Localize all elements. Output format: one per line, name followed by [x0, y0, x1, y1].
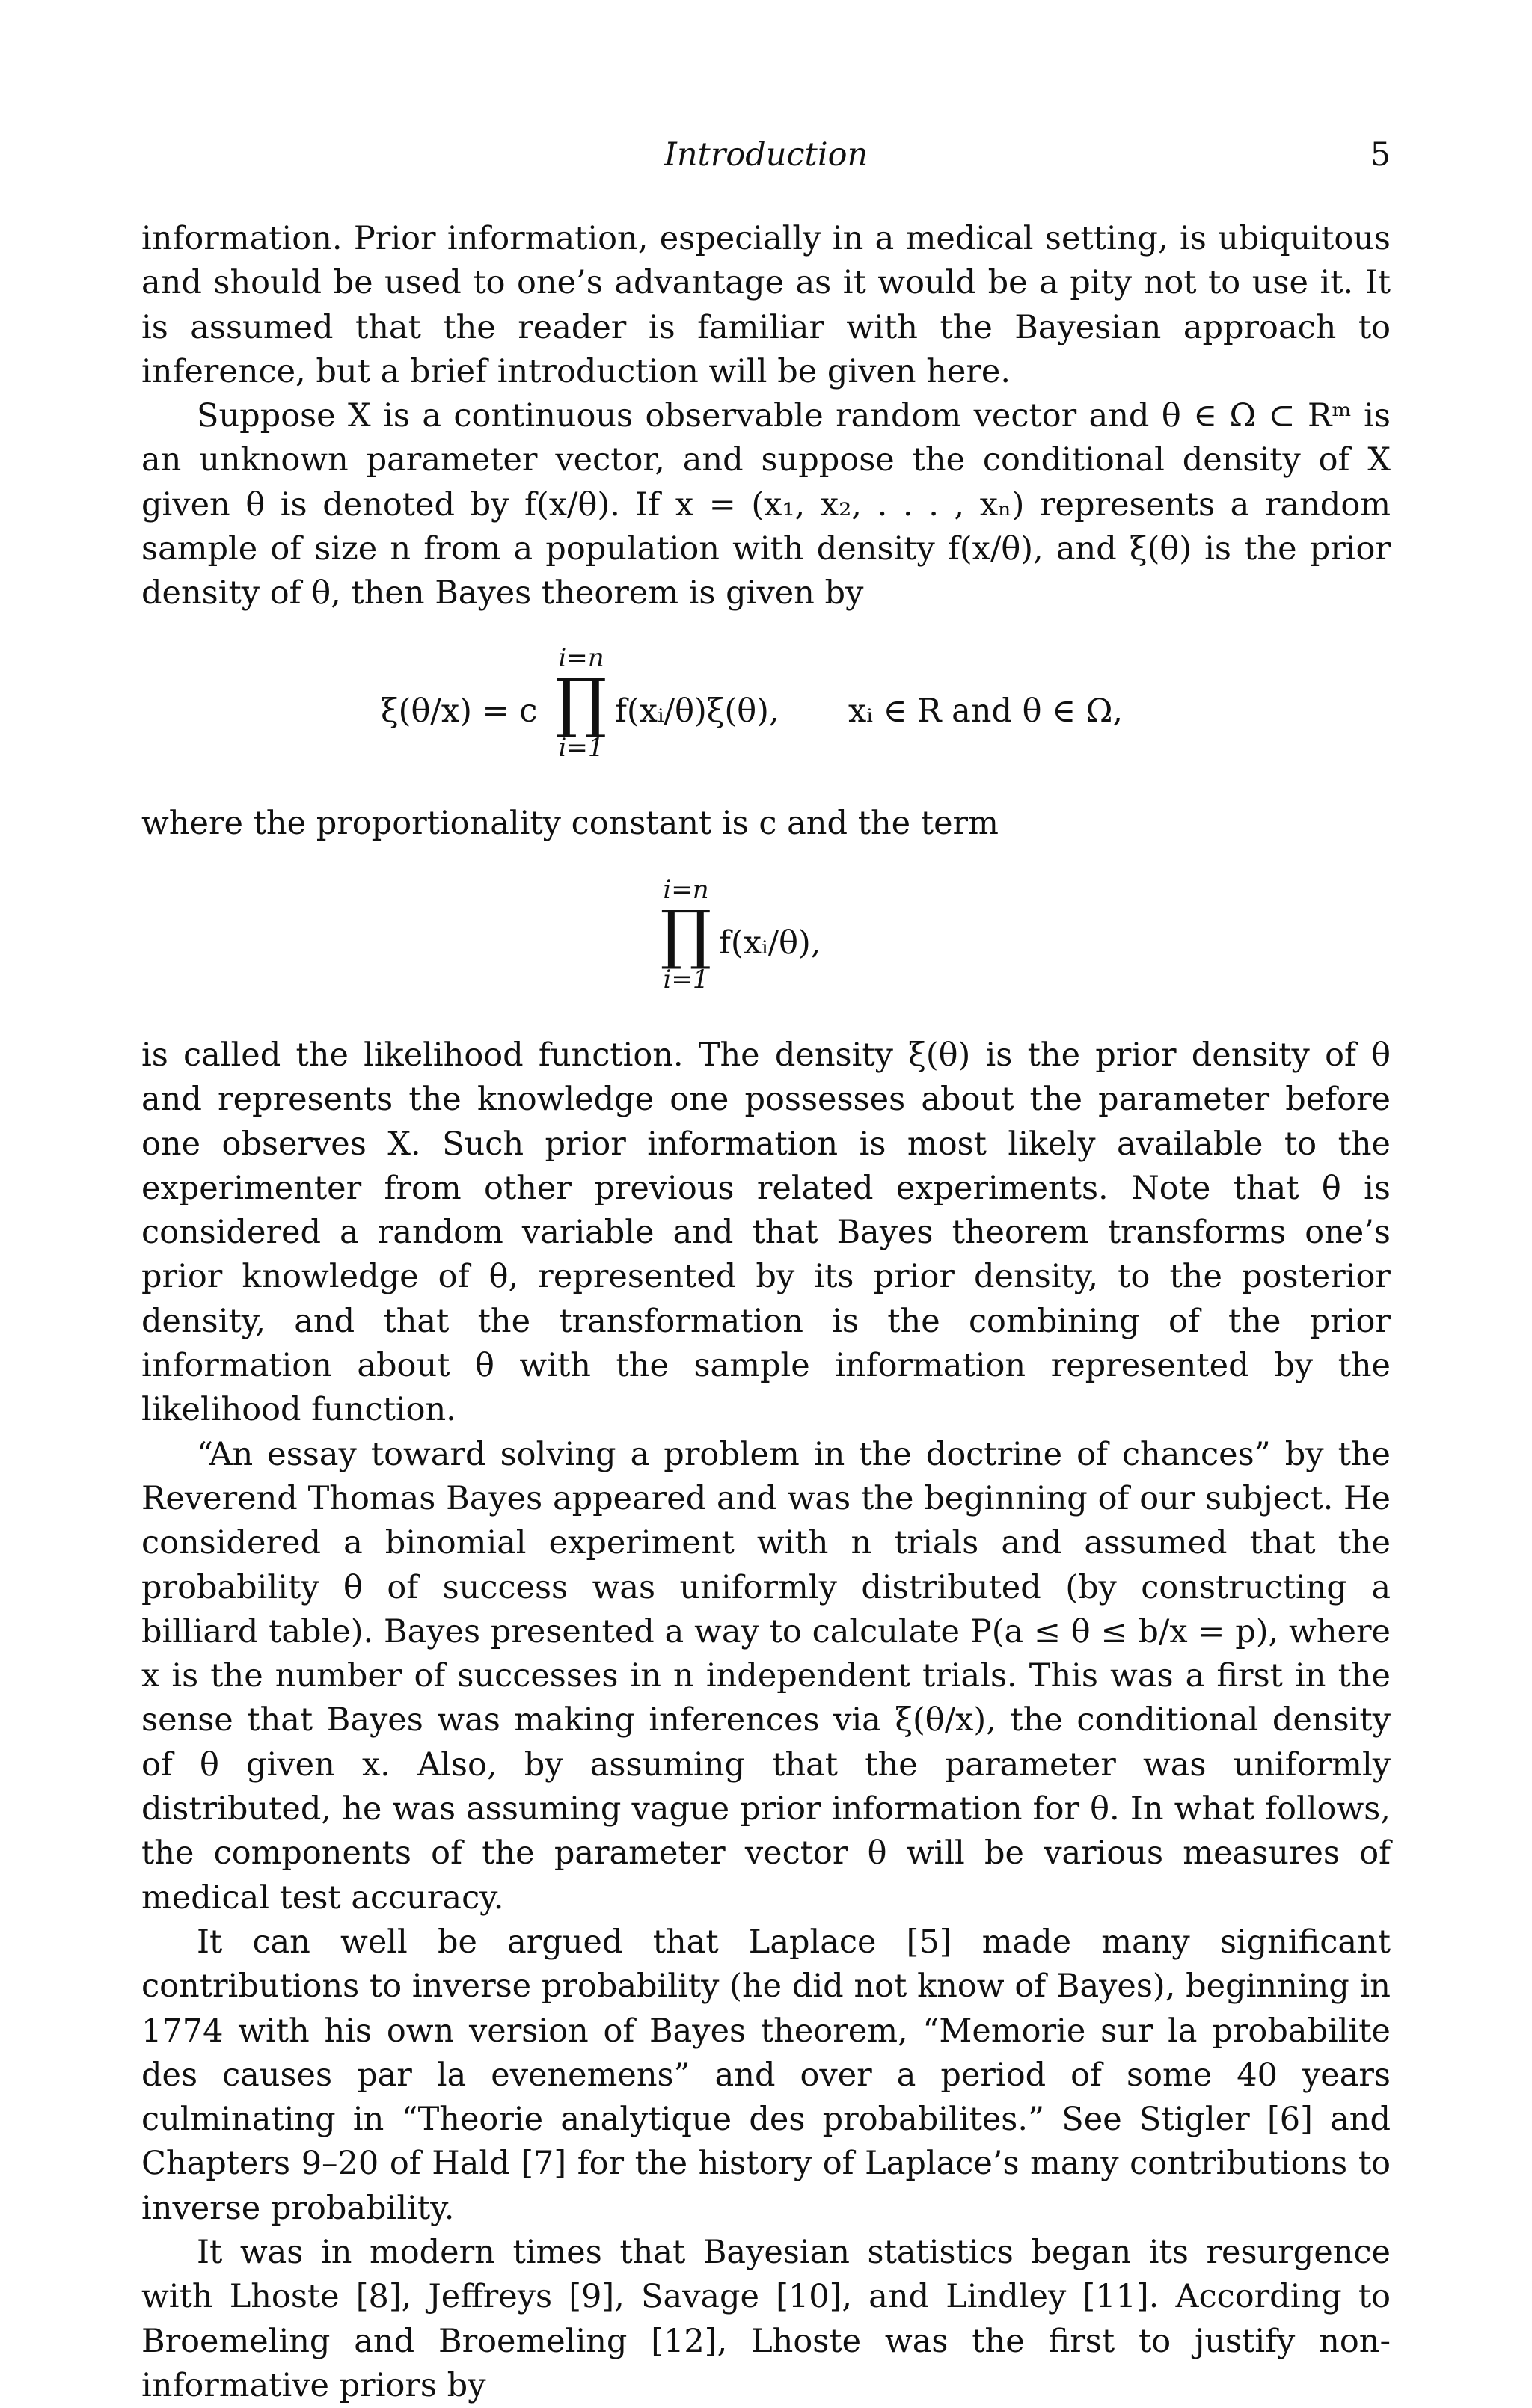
likelihood-lower-limit: i=1: [663, 965, 709, 995]
likelihood-term: f(xᵢ/θ),: [719, 924, 821, 962]
paragraph-7: It was in modern times that Bayesian statistics began its resurgence with Lhoste [8], Jeffreys [9], Savage [10], and Lindley [11]. According to Broemeling and Broemeling [12], Lhoste was the first to justify non-informative priors by: [141, 2234, 1391, 2404]
product-upper-limit: i=n: [558, 643, 604, 673]
running-head: [141, 133, 1391, 178]
equation-condition: xᵢ ∈ R and θ ∈ Ω,: [848, 692, 1124, 730]
paragraph-3: where the proportionality constant is c and the term: [141, 805, 999, 842]
likelihood-upper-limit: i=n: [663, 875, 709, 905]
paragraph-6: It can well be argued that Laplace [5] made many significant contributions to inverse probability (he did not know of Bayes), beginning in 1774 with his own version of Bayes theorem, “Memorie sur la probabilite des causes par la evenemens” and over a period of some 40 years culminating in “Theorie analytique des probabilites.” See Stigler [6] and Chapters 9–20 of Hald [7] for the history of Laplace’s many contributions to inverse probability.: [141, 1923, 1391, 2227]
text-block-3: [141, 1033, 1391, 2408]
product-symbol: ∏: [555, 666, 607, 740]
text-block-2: [141, 802, 1391, 846]
equation-likelihood: [141, 875, 1391, 1025]
paragraph-4: is called the likelihood function. The density ξ(θ) is the prior density of θ and represents the knowledge one possesses about the parameter before one observes X. Such prior information is most likely available to the experimenter from other previous related experiments. Note that θ is considered a random variable and that Bayes theorem transforms one’s prior knowledge of θ, represented by its prior density, to the posterior density, and that the transformation is the combining of the prior information about θ with the sample information represented by the likelihood function.: [141, 1036, 1391, 1429]
equation-bayes-theorem: [141, 643, 1391, 793]
product-lower-limit: i=1: [558, 733, 604, 763]
likelihood-product-operator: [656, 875, 716, 995]
likelihood-product-symbol: ∏: [660, 897, 712, 972]
paragraph-2: Suppose X is a continuous observable random vector and θ ∈ Ω ⊂ Rᵐ is an unknown parameter vector, and suppose the conditional density of X given θ is denoted by f(x/θ). If x = (x₁, x₂, . . . , xₙ) represents a random sample of size n from a population with density f(x/θ), and ξ(θ) is the prior density of θ, then Bayes theorem is given by: [141, 397, 1391, 612]
equation-lhs: ξ(θ/x) = c: [381, 692, 538, 730]
product-operator: [551, 643, 611, 763]
running-head-title: Introduction: [664, 136, 868, 173]
equation-rhs: f(xᵢ/θ)ξ(θ),: [615, 692, 779, 730]
text-block-1: [141, 217, 1391, 616]
paragraph-5: “An essay toward solving a problem in the doctrine of chances” by the Reverend Thomas Bayes appeared and was the beginning of our subject. He considered a binomial experiment with n trials and assumed that the probability θ of success was uniformly distributed (by constructing a billiard table). Bayes presented a way to calculate P(a ≤ θ ≤ b/x = p), where x is the number of successes in n independent trials. This was a first in the sense that Bayes was making inferences via ξ(θ/x), the conditional density of θ given x. Also, by assuming that the parameter was uniformly distributed, he was assuming vague prior information for θ. In what follows, the components of the parameter vector θ will be various measures of medical test accuracy.: [141, 1435, 1391, 1917]
paragraph-1: information. Prior information, especially in a medical setting, is ubiquitous and should be used to one’s advantage as it would be a pity not to use it. It is assumed that the reader is familiar with the Bayesian approach to inference, but a brief introduction will be given here.: [141, 220, 1391, 390]
page-number: 5: [1370, 136, 1391, 173]
